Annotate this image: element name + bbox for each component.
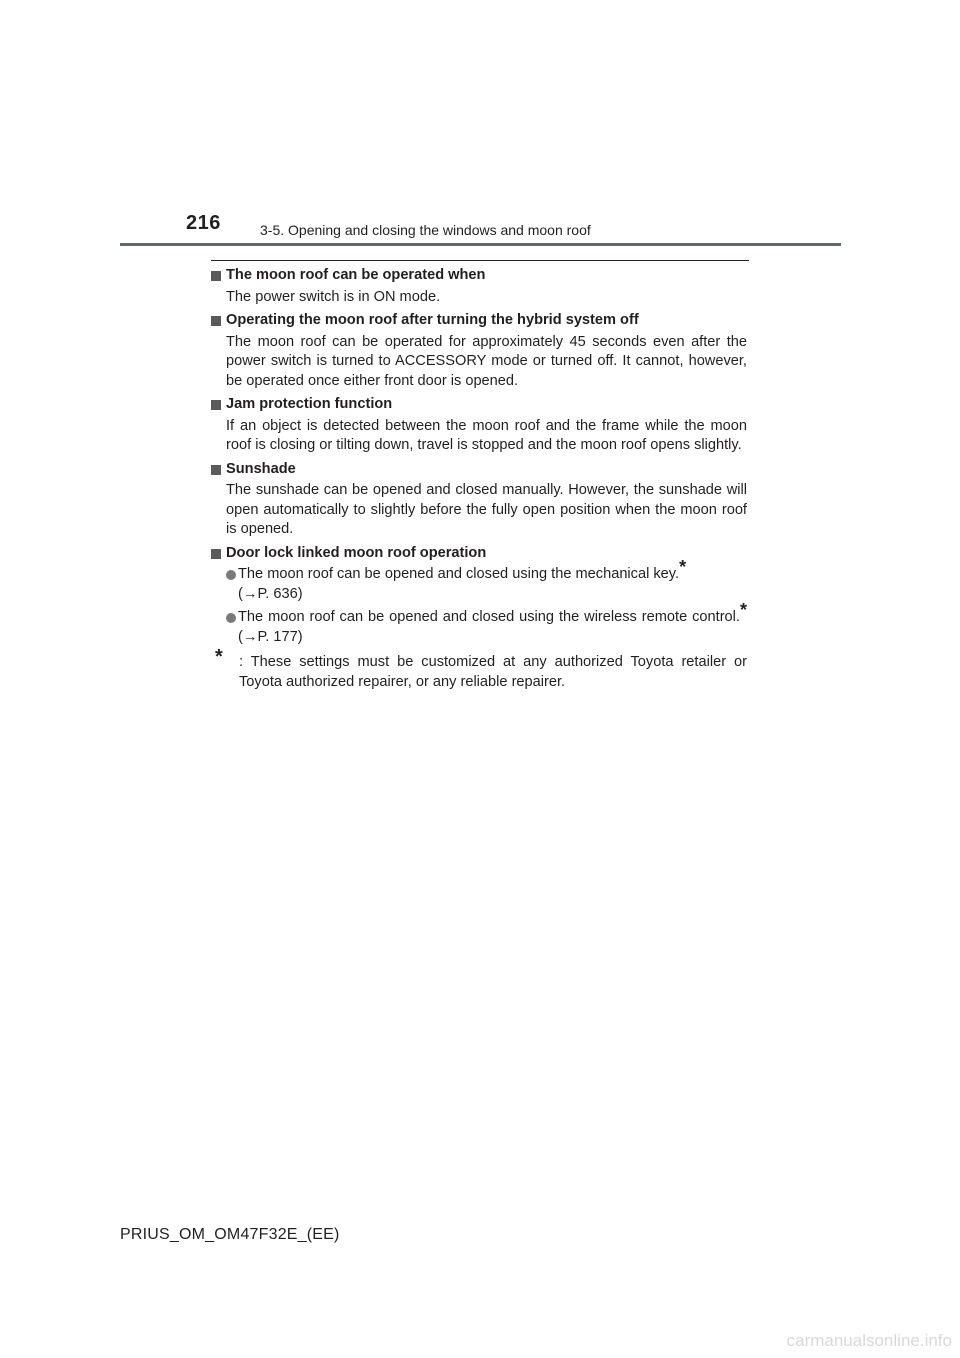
- info-item-sunshade: [211, 460, 747, 540]
- footnote-text: : These settings must be customized at any authorized Toyota retailer or Toyota authorized repairer, or any reliable repairer.: [239, 654, 747, 690]
- item-heading: [211, 395, 747, 415]
- info-item-after-hybrid-off: [211, 311, 747, 391]
- info-item-door-lock-linked: [211, 544, 747, 648]
- bullet-text: The moon roof can be opened and closed using the wireless remote control.: [238, 609, 740, 625]
- watermark: carmanualsonline.info: [786, 1331, 952, 1350]
- item-heading: [211, 460, 747, 480]
- page-number: 216: [186, 212, 221, 234]
- square-bullet-icon: [211, 549, 221, 559]
- section-title: 3-5. Opening and closing the windows and moon roof: [260, 222, 591, 238]
- item-heading-text: The moon roof can be operated when: [226, 267, 486, 283]
- item-body: The sunshade can be opened and closed manually. However, the sunshade will open automatically to slightly before the fully open position when the moon roof is opened.: [226, 482, 747, 537]
- item-heading-text: Operating the moon roof after turning the hybrid system off: [226, 312, 639, 328]
- item-heading-text: Jam protection function: [226, 396, 393, 412]
- item-heading: [211, 544, 747, 564]
- asterisk-icon: *: [679, 557, 687, 577]
- document-code: PRIUS_OM_OM47F32E_(EE): [120, 1226, 340, 1243]
- bullet-item-wireless-remote: [211, 600, 747, 647]
- content-body: [211, 266, 747, 692]
- item-body: The moon roof can be operated for approximately 45 seconds even after the power switch is turned to ACCESSORY mode or turned off. It cannot, however, be operated once either front door is opened.: [226, 333, 747, 389]
- info-item-operating-conditions: [211, 266, 747, 307]
- square-bullet-icon: [211, 316, 221, 326]
- asterisk-icon: *: [739, 600, 747, 620]
- square-bullet-icon: [211, 271, 221, 281]
- content-divider: [211, 260, 749, 261]
- circle-bullet-icon: [226, 613, 236, 623]
- circle-bullet-icon: [226, 570, 236, 580]
- header-divider: [120, 243, 841, 246]
- page-reference-link[interactable]: (→P. 177): [238, 628, 303, 645]
- item-body: If an object is detected between the moon roof and the frame while the moon roof is closing or tilting down, travel is stopped and the moon roof opens slightly.: [226, 417, 747, 453]
- bullet-text: The moon roof can be opened and closed using the mechanical key.: [238, 566, 680, 582]
- info-item-jam-protection: [211, 395, 747, 456]
- bullet-item-mechanical-key: [211, 557, 747, 604]
- asterisk-icon: *: [215, 646, 223, 668]
- item-body: The power switch is in ON mode.: [226, 288, 441, 305]
- item-heading: [211, 311, 747, 331]
- item-heading-text: Sunshade: [226, 460, 296, 477]
- footnote-mark: [215, 646, 223, 673]
- footnote: [211, 646, 747, 692]
- square-bullet-icon: [211, 465, 221, 475]
- square-bullet-icon: [211, 400, 221, 410]
- item-heading-text: Door lock linked moon roof operation: [226, 544, 487, 561]
- item-heading: [211, 266, 747, 286]
- page-reference-link[interactable]: (→P. 636): [238, 585, 303, 602]
- page-header: [0, 0, 960, 250]
